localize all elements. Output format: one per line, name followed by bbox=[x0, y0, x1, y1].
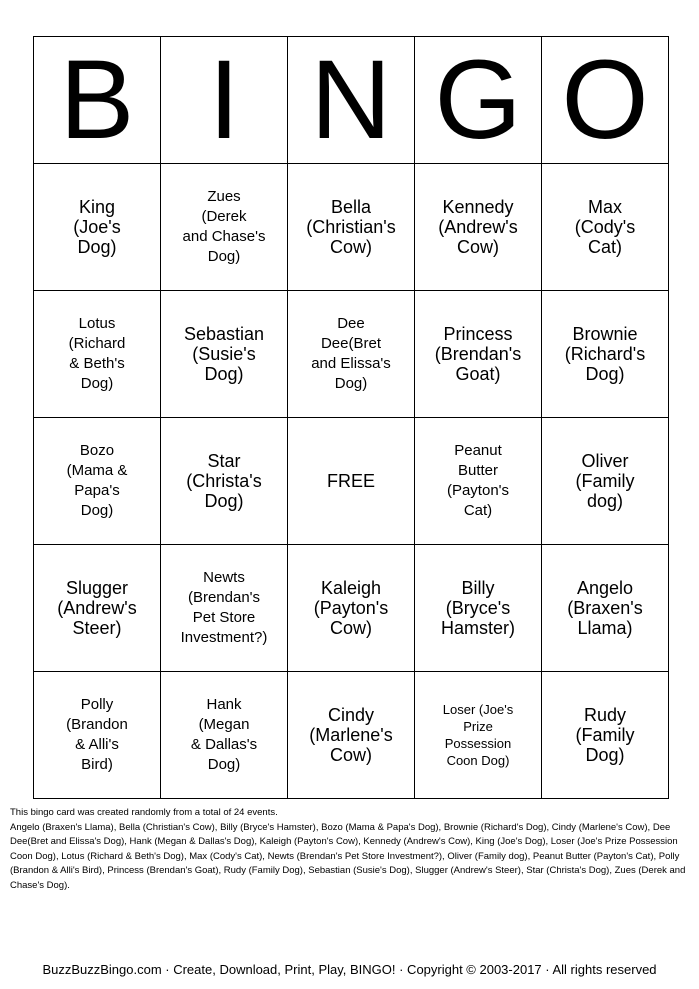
cell-label: Star (Christa's Dog) bbox=[186, 450, 262, 511]
cell-label: Angelo (Braxen's Llama) bbox=[567, 577, 643, 638]
bingo-cell bbox=[161, 418, 288, 545]
free-space bbox=[288, 418, 415, 545]
cell-label: Sebastian (Susie's Dog) bbox=[183, 323, 265, 384]
bingo-cell bbox=[34, 545, 161, 672]
cell-label: Oliver (Family dog) bbox=[575, 450, 635, 511]
bingo-cell bbox=[542, 545, 669, 672]
bingo-cell bbox=[161, 672, 288, 799]
header-row bbox=[34, 37, 669, 164]
bingo-cell bbox=[542, 418, 669, 545]
footer-credits: BuzzBuzzBingo.com · Create, Download, Print, Play, BINGO! · Copyright © 2003-2017 · All rights reserved bbox=[42, 962, 657, 977]
header-letter: G bbox=[415, 37, 542, 164]
header-letter: N bbox=[288, 37, 415, 164]
bingo-cell bbox=[161, 164, 288, 291]
cell-label: Polly (Brandon & Alli's Bird) bbox=[66, 696, 128, 773]
bingo-cell bbox=[34, 164, 161, 291]
cell-label: Bozo (Mama & Papa's Dog) bbox=[66, 442, 128, 519]
bingo-cell bbox=[34, 291, 161, 418]
bingo-cell bbox=[288, 164, 415, 291]
bingo-row bbox=[34, 164, 669, 291]
bingo-cell bbox=[288, 672, 415, 799]
bingo-row bbox=[34, 418, 669, 545]
bingo-cell bbox=[288, 545, 415, 672]
cell-label: Peanut Butter (Payton's Cat) bbox=[446, 442, 510, 519]
bingo-cell bbox=[34, 672, 161, 799]
bingo-cell bbox=[542, 164, 669, 291]
cell-label: Lotus (Richard & Beth's Dog) bbox=[68, 315, 126, 392]
bingo-cell bbox=[415, 291, 542, 418]
cell-label: Kaleigh (Payton's Cow) bbox=[313, 577, 389, 638]
cell-label: Rudy (Family Dog) bbox=[575, 704, 635, 765]
cell-label: FREE bbox=[326, 470, 375, 491]
cell-label: Zues (Derek and Chase's Dog) bbox=[182, 188, 266, 265]
bingo-cell bbox=[415, 418, 542, 545]
cell-label: Cindy (Marlene's Cow) bbox=[309, 704, 393, 765]
bingo-row bbox=[34, 672, 669, 799]
header-letter: B bbox=[34, 37, 161, 164]
bingo-cell bbox=[542, 672, 669, 799]
cell-label: Dee Dee(Bret and Elissa's Dog) bbox=[311, 315, 391, 392]
footnote-events: Angelo (Braxen's Llama), Bella (Christian's Cow), Billy (Bryce's Hamster), Bozo (Mama & Papa's Dog), Brownie (Richard's Dog), Cindy (Marlene's Cow), Dee Dee(Bret and Elissa's Dog), Hank (Megan & Dallas's Dog), Kaleigh (Payton's Cow), Kennedy (Andrew's Cow), King (Joe's Dog), Loser (Joe's Prize Possession Coon Dog), Lotus (Richard & Beth's Dog), Max (Cody's Cat), Newts (Brendan's Pet Store Investment?), Oliver (Family dog), Peanut Butter (Payton's Cat), Polly (Brandon & Alli's Bird), Princess (Brendan's Goat), Rudy (Family Dog), Sebastian (Susie's Dog), Slugger (Andrew's Steer), Star (Christa's Dog), Zues (Derek and Chase's Dog). bbox=[10, 821, 686, 891]
cell-label: Billy (Bryce's Hamster) bbox=[440, 577, 515, 638]
header-letter: I bbox=[161, 37, 288, 164]
bingo-cell bbox=[288, 291, 415, 418]
bingo-cell bbox=[34, 418, 161, 545]
header-letter: O bbox=[542, 37, 669, 164]
footnote-intro: This bingo card was created randomly from a total of 24 events. bbox=[10, 807, 278, 818]
cell-label: Princess (Brendan's Goat) bbox=[434, 323, 522, 384]
bingo-cell bbox=[161, 545, 288, 672]
bingo-cell bbox=[415, 672, 542, 799]
cell-label: Slugger (Andrew's Steer) bbox=[57, 577, 137, 638]
bingo-card bbox=[33, 36, 669, 799]
cell-label: Max (Cody's Cat) bbox=[574, 196, 636, 257]
bingo-row bbox=[34, 545, 669, 672]
cell-label: Brownie (Richard's Dog) bbox=[564, 323, 646, 384]
cell-label: Kennedy (Andrew's Cow) bbox=[438, 196, 518, 257]
bingo-cell bbox=[415, 164, 542, 291]
footnote bbox=[10, 806, 690, 893]
cell-label: Newts (Brendan's Pet Store Investment?) bbox=[180, 569, 268, 646]
bingo-row bbox=[34, 291, 669, 418]
cell-label: King (Joe's Dog) bbox=[73, 196, 121, 257]
cell-label: Bella (Christian's Cow) bbox=[306, 196, 396, 257]
cell-label: Loser (Joe's Prize Possession Coon Dog) bbox=[442, 701, 514, 768]
bingo-cell bbox=[161, 291, 288, 418]
bingo-cell bbox=[415, 545, 542, 672]
cell-label: Hank (Megan & Dallas's Dog) bbox=[190, 696, 258, 773]
bingo-cell bbox=[542, 291, 669, 418]
